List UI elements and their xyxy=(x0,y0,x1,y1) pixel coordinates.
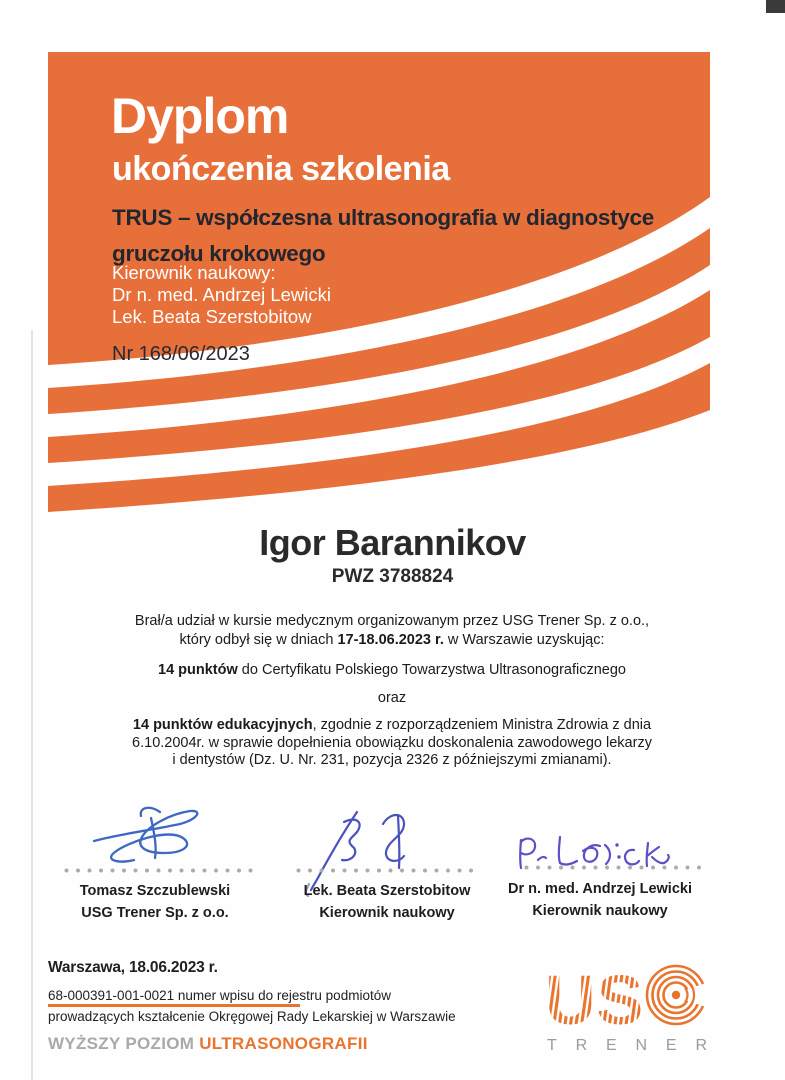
signatory-2-name: Lek. Beata Szerstobitow xyxy=(303,883,471,899)
certificate-number: Nr 168/06/2023 xyxy=(112,343,250,365)
supervisor-label: Kierownik naukowy: xyxy=(112,262,276,283)
course-title-line2: gruczołu krokowego xyxy=(112,241,326,266)
tagline-gray-part: WYŻSZY POZIOM xyxy=(48,1034,195,1053)
supervisor-2: Lek. Beata Szerstobitow xyxy=(112,306,312,327)
signatory-2 xyxy=(287,880,487,924)
signatory-1 xyxy=(55,880,255,924)
registry-line2: prowadzących kształcenie Okręgowej Rady Lekarskiej w Warszawie xyxy=(48,1008,456,1024)
signatory-2-role: Kierownik naukowy xyxy=(319,905,455,921)
points1-rest: do Certyfikatu Polskiego Towarzystwa Ultrasonograficznego xyxy=(237,662,626,678)
recipient-license-number: PWZ 3788824 xyxy=(331,566,454,587)
recipient-name: Igor Barannikov xyxy=(259,522,526,563)
participation-line2-suffix: w Warszawie uzyskując: xyxy=(443,632,605,648)
registry-line1: 68-000391-001-0021 numer wpisu do rejestru podmiotów xyxy=(48,988,391,1003)
signatory-1-role: USG Trener Sp. z o.o. xyxy=(81,905,229,921)
signature-line-3 xyxy=(524,865,706,870)
scan-edge-line xyxy=(31,330,33,1080)
points2-line2: 6.10.2004r. w sprawie dopełnienia obowiązku doskonalenia zawodowego lekarzy xyxy=(132,734,652,751)
course-title-line1: TRUS – współczesna ultrasonografia w diagnostyce xyxy=(112,205,654,230)
points2-count: 14 punktów edukacyjnych xyxy=(132,717,313,733)
logo-trener-text: TRENER xyxy=(547,1037,707,1054)
signatory-1-name: Tomasz Szczublewski xyxy=(79,883,231,899)
participation-line1: Brał/a udział w kursie medycznym organizowanym przez USG Trener Sp. z o.o., xyxy=(134,613,650,629)
signature-line-1 xyxy=(64,868,254,873)
diploma-title: Dyplom xyxy=(111,88,289,144)
signatory-3-name: Dr n. med. Andrzej Lewicki xyxy=(508,881,692,897)
participation-line2-prefix: który odbył się w dniach xyxy=(179,632,338,648)
conjunction-line: oraz xyxy=(377,690,407,706)
tagline-orange-part: ULTRASONOGRAFII xyxy=(199,1034,368,1053)
points2-rest: , zgodnie z rozporządzeniem Ministra Zdrowia z dnia xyxy=(312,717,652,733)
tagline xyxy=(48,1034,368,1054)
participation-dates: 17-18.06.2023 r. xyxy=(337,632,444,648)
registry-underline xyxy=(48,1004,300,1007)
logo-us-letters: US xyxy=(545,961,645,1039)
usg-trener-logo xyxy=(545,958,725,1056)
supervisor-1: Dr n. med. Andrzej Lewicki xyxy=(112,284,332,305)
logo-g-sonar-icon xyxy=(647,966,709,1024)
signatory-3 xyxy=(500,878,700,922)
signature-szczublewski-ink xyxy=(94,808,197,862)
registry-info xyxy=(48,988,456,1025)
points2-line3: i dentystów (Dz. U. Nr. 231, pozycja 2326 z późniejszymi zmianami). xyxy=(172,752,612,768)
scan-corner-mark xyxy=(766,0,785,13)
points1-count: 14 punktów xyxy=(158,662,238,678)
signature-lewicki-ink xyxy=(520,837,669,868)
diploma-subtitle: ukończenia szkolenia xyxy=(112,150,450,188)
place-and-date: Warszawa, 18.06.2023 r. xyxy=(48,959,218,976)
signature-line-2 xyxy=(296,868,478,873)
signatory-3-role: Kierownik naukowy xyxy=(532,903,668,919)
